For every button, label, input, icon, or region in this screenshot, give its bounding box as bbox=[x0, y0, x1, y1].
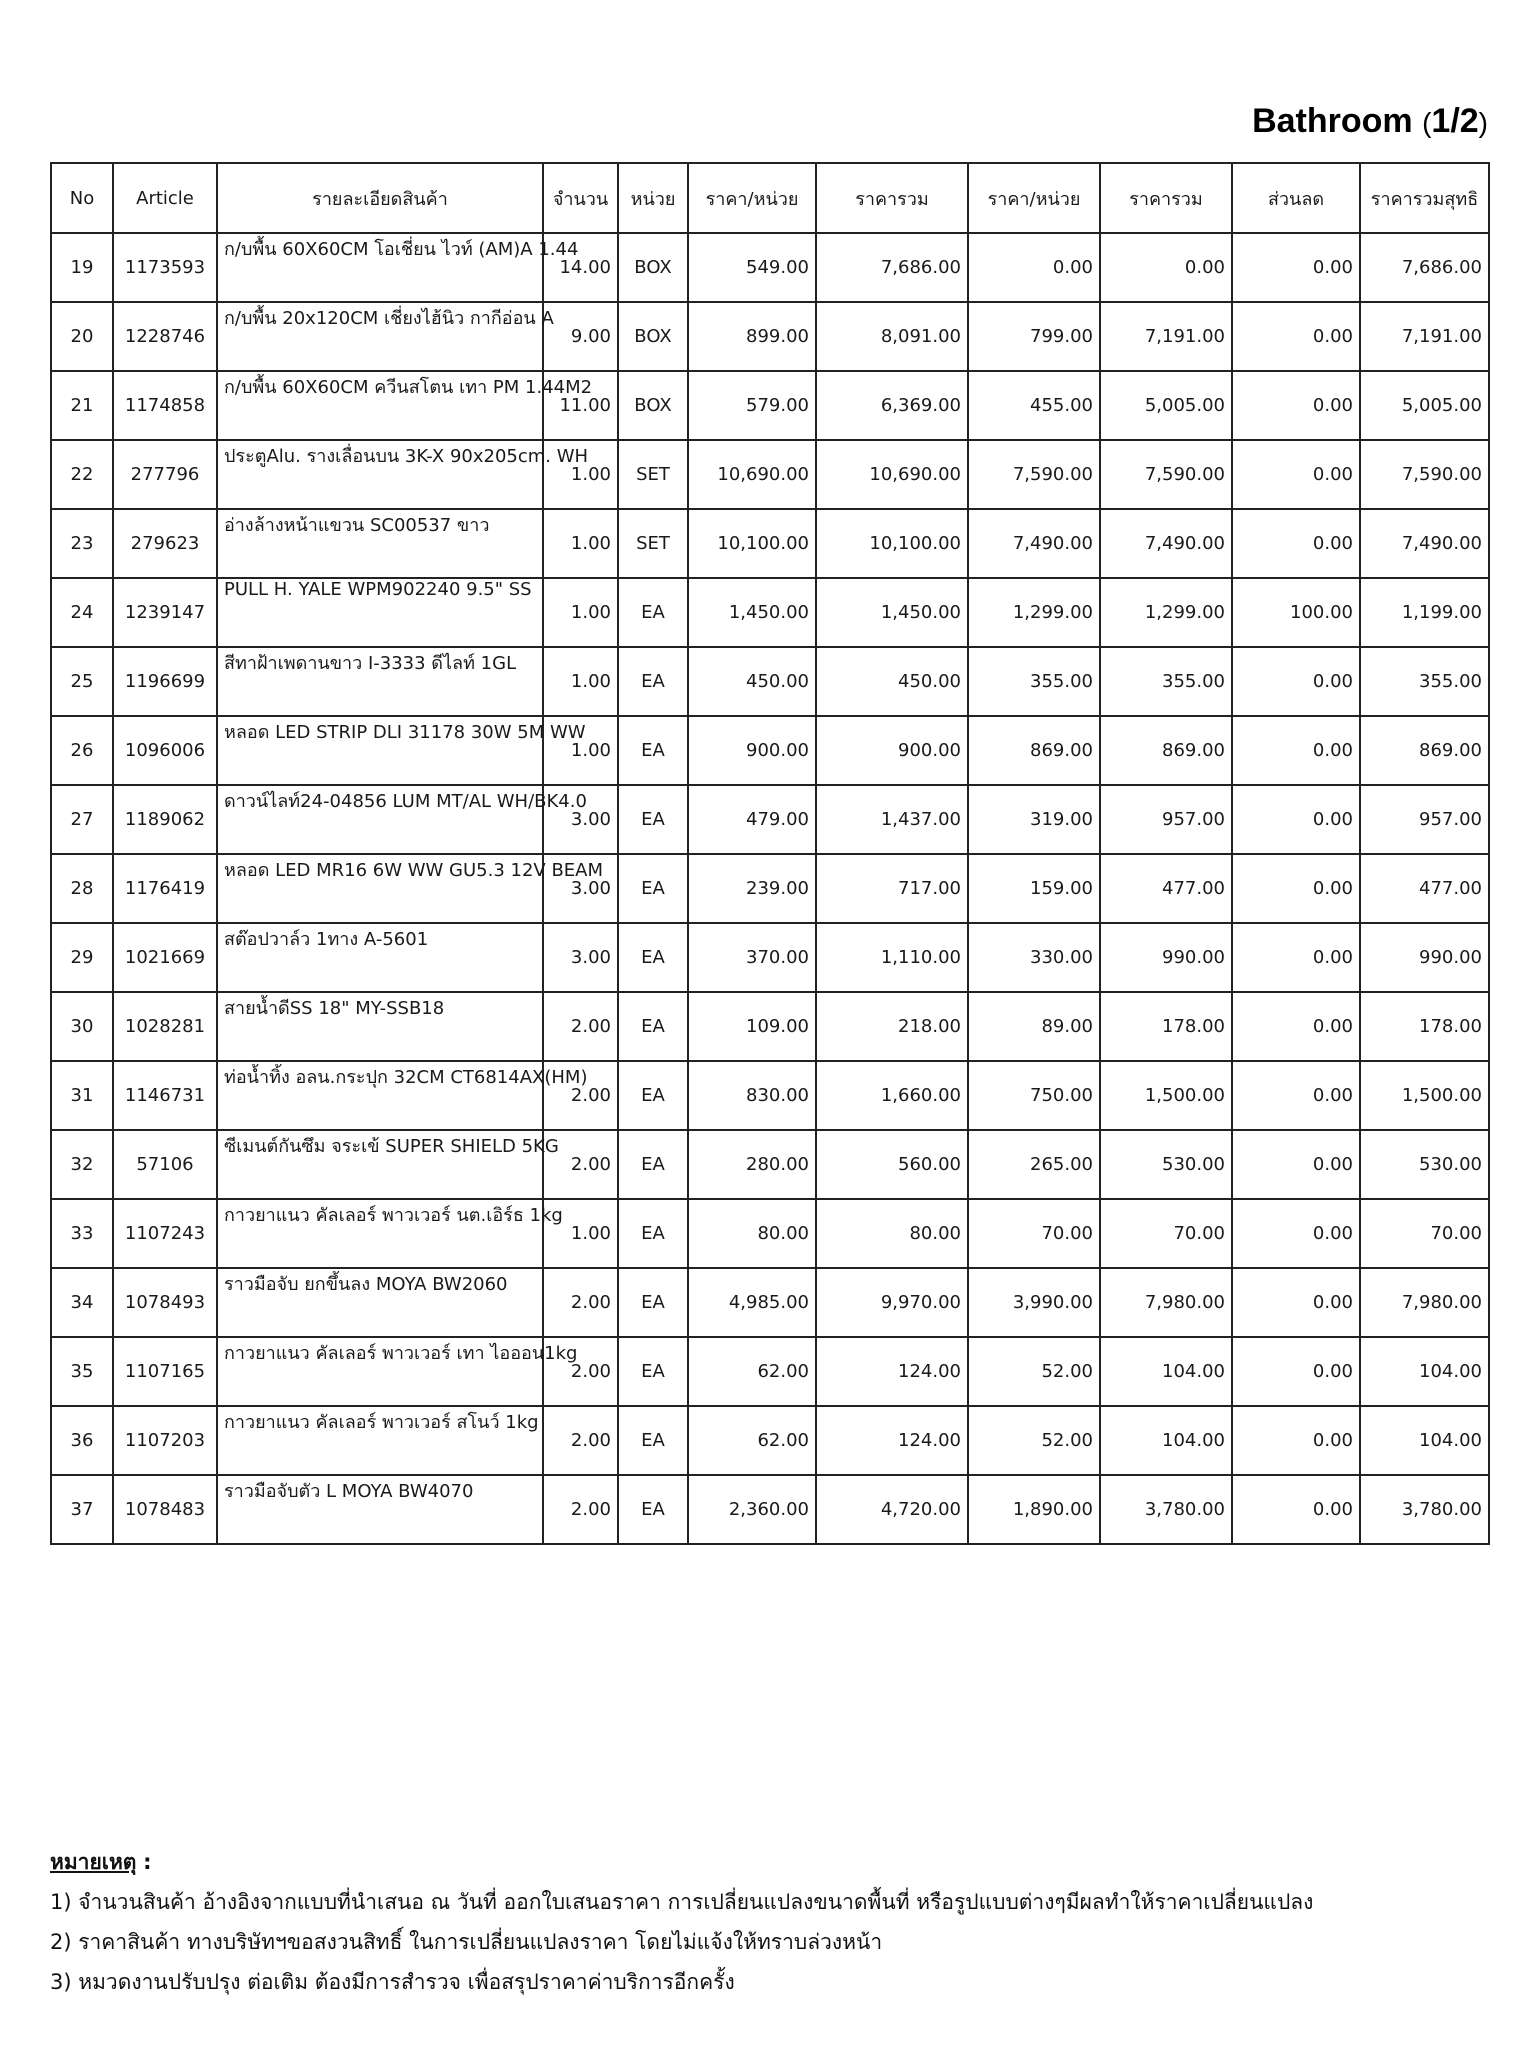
cell-discount-total: 7,980.00 bbox=[1100, 1268, 1232, 1337]
table-row bbox=[51, 440, 1489, 509]
cell-total-price: 10,100.00 bbox=[816, 509, 968, 578]
cell-description: กาวยาแนว คัลเลอร์ พาวเวอร์ เทา ไอออน1kg bbox=[217, 1337, 543, 1406]
cell-discount-total: 178.00 bbox=[1100, 992, 1232, 1061]
cell-net-total: 1,199.00 bbox=[1360, 578, 1489, 647]
cell-no: 34 bbox=[51, 1268, 113, 1337]
cell-discount-unit-price: 355.00 bbox=[968, 647, 1100, 716]
cell-discount-unit-price: 1,299.00 bbox=[968, 578, 1100, 647]
cell-unit: BOX bbox=[618, 302, 688, 371]
cell-no: 20 bbox=[51, 302, 113, 371]
cell-discount: 0.00 bbox=[1232, 923, 1360, 992]
cell-discount: 0.00 bbox=[1232, 1475, 1360, 1544]
cell-discount-unit-price: 52.00 bbox=[968, 1337, 1100, 1406]
header-discount-total: ราคารวม bbox=[1100, 163, 1232, 233]
cell-no: 37 bbox=[51, 1475, 113, 1544]
cell-no: 23 bbox=[51, 509, 113, 578]
cell-description: ราวมือจับตัว L MOYA BW4070 bbox=[217, 1475, 543, 1544]
cell-discount-total: 869.00 bbox=[1100, 716, 1232, 785]
cell-no: 30 bbox=[51, 992, 113, 1061]
cell-unit-price: 579.00 bbox=[688, 371, 816, 440]
cell-no: 26 bbox=[51, 716, 113, 785]
table-row bbox=[51, 371, 1489, 440]
page-indicator-close: ) bbox=[1478, 107, 1488, 138]
cell-unit-price: 1,450.00 bbox=[688, 578, 816, 647]
cell-article: 57106 bbox=[113, 1130, 217, 1199]
cell-net-total: 7,590.00 bbox=[1360, 440, 1489, 509]
cell-description: ท่อน้ำทิ้ง อลน.กระปุก 32CM CT6814AX(HM) bbox=[217, 1061, 543, 1130]
cell-unit: EA bbox=[618, 1061, 688, 1130]
cell-discount-total: 990.00 bbox=[1100, 923, 1232, 992]
cell-discount-unit-price: 52.00 bbox=[968, 1406, 1100, 1475]
cell-total-price: 1,660.00 bbox=[816, 1061, 968, 1130]
cell-no: 21 bbox=[51, 371, 113, 440]
cell-unit: BOX bbox=[618, 233, 688, 302]
table-row bbox=[51, 923, 1489, 992]
cell-total-price: 124.00 bbox=[816, 1406, 968, 1475]
cell-description: สีทาฝ้าเพดานขาว I-3333 ดีไลท์ 1GL bbox=[217, 647, 543, 716]
cell-discount-unit-price: 70.00 bbox=[968, 1199, 1100, 1268]
table-row bbox=[51, 1268, 1489, 1337]
header-article: Article bbox=[113, 163, 217, 233]
cell-total-price: 6,369.00 bbox=[816, 371, 968, 440]
cell-discount: 0.00 bbox=[1232, 1268, 1360, 1337]
cell-discount-unit-price: 750.00 bbox=[968, 1061, 1100, 1130]
cell-quantity: 2.00 bbox=[543, 1337, 618, 1406]
page-indicator: 1/2 bbox=[1431, 102, 1479, 140]
cell-description: ราวมือจับ ยกขึ้นลง MOYA BW2060 bbox=[217, 1268, 543, 1337]
notes-title: หมายเหตุ bbox=[50, 1850, 137, 1874]
cell-unit-price: 2,360.00 bbox=[688, 1475, 816, 1544]
cell-net-total: 990.00 bbox=[1360, 923, 1489, 992]
cell-discount-total: 0.00 bbox=[1100, 233, 1232, 302]
table-row bbox=[51, 1199, 1489, 1268]
table-row bbox=[51, 785, 1489, 854]
cell-quantity: 3.00 bbox=[543, 923, 618, 992]
cell-discount-unit-price: 869.00 bbox=[968, 716, 1100, 785]
cell-description: ก/บพื้น 60X60CM ควีนสโตน เทา PM 1.44M2 bbox=[217, 371, 543, 440]
cell-discount-unit-price: 89.00 bbox=[968, 992, 1100, 1061]
header-unit-price: ราคา/หน่วย bbox=[688, 163, 816, 233]
cell-article: 1189062 bbox=[113, 785, 217, 854]
cell-discount-unit-price: 799.00 bbox=[968, 302, 1100, 371]
cell-unit: EA bbox=[618, 923, 688, 992]
cell-no: 32 bbox=[51, 1130, 113, 1199]
table-row bbox=[51, 302, 1489, 371]
cell-quantity: 3.00 bbox=[543, 785, 618, 854]
cell-total-price: 1,110.00 bbox=[816, 923, 968, 992]
cell-article: 1078493 bbox=[113, 1268, 217, 1337]
cell-description: หลอด LED MR16 6W WW GU5.3 12V BEAM bbox=[217, 854, 543, 923]
cell-description: กาวยาแนว คัลเลอร์ พาวเวอร์ สโนว์ 1kg bbox=[217, 1406, 543, 1475]
quotation-table bbox=[50, 162, 1490, 1545]
cell-no: 31 bbox=[51, 1061, 113, 1130]
cell-net-total: 178.00 bbox=[1360, 992, 1489, 1061]
cell-quantity: 11.00 bbox=[543, 371, 618, 440]
cell-discount-total: 477.00 bbox=[1100, 854, 1232, 923]
table-row bbox=[51, 992, 1489, 1061]
note-item-1: 1) จำนวนสินค้า อ้างอิงจากแบบที่นำเสนอ ณ วันที่ ออกใบเสนอราคา การเปลี่ยนแปลงขนาดพื้นที่ หรือรูปแบบต่างๆมีผลทำให้ราคาเปลี่ยนแปลง bbox=[50, 1890, 1314, 1914]
cell-unit-price: 280.00 bbox=[688, 1130, 816, 1199]
cell-discount-unit-price: 455.00 bbox=[968, 371, 1100, 440]
cell-article: 1107203 bbox=[113, 1406, 217, 1475]
cell-article: 1228746 bbox=[113, 302, 217, 371]
cell-discount-total: 5,005.00 bbox=[1100, 371, 1232, 440]
cell-unit: EA bbox=[618, 992, 688, 1061]
cell-unit: EA bbox=[618, 1337, 688, 1406]
cell-article: 277796 bbox=[113, 440, 217, 509]
cell-article: 1239147 bbox=[113, 578, 217, 647]
cell-article: 1078483 bbox=[113, 1475, 217, 1544]
cell-quantity: 2.00 bbox=[543, 992, 618, 1061]
cell-unit-price: 62.00 bbox=[688, 1406, 816, 1475]
cell-discount-total: 3,780.00 bbox=[1100, 1475, 1232, 1544]
note-item-2: 2) ราคาสินค้า ทางบริษัทฯขอสงวนสิทธิ์ ในการเปลี่ยนแปลงราคา โดยไม่แจ้งให้ทราบล่วงหน้า bbox=[50, 1930, 883, 1954]
table-row bbox=[51, 1130, 1489, 1199]
cell-discount: 0.00 bbox=[1232, 1406, 1360, 1475]
cell-unit-price: 479.00 bbox=[688, 785, 816, 854]
notes-colon: : bbox=[143, 1850, 152, 1874]
cell-unit: EA bbox=[618, 716, 688, 785]
cell-no: 25 bbox=[51, 647, 113, 716]
cell-quantity: 9.00 bbox=[543, 302, 618, 371]
cell-unit: EA bbox=[618, 1268, 688, 1337]
cell-net-total: 70.00 bbox=[1360, 1199, 1489, 1268]
cell-discount: 0.00 bbox=[1232, 371, 1360, 440]
cell-article: 279623 bbox=[113, 509, 217, 578]
cell-unit-price: 80.00 bbox=[688, 1199, 816, 1268]
notes-heading bbox=[50, 1842, 1313, 1882]
cell-discount-unit-price: 7,590.00 bbox=[968, 440, 1100, 509]
header-description: รายละเอียดสินค้า bbox=[217, 163, 543, 233]
cell-unit-price: 549.00 bbox=[688, 233, 816, 302]
cell-total-price: 1,450.00 bbox=[816, 578, 968, 647]
header-total-price: ราคารวม bbox=[816, 163, 968, 233]
cell-article: 1096006 bbox=[113, 716, 217, 785]
cell-description: อ่างล้างหน้าแขวน SC00537 ขาว bbox=[217, 509, 543, 578]
cell-discount: 0.00 bbox=[1232, 992, 1360, 1061]
cell-total-price: 80.00 bbox=[816, 1199, 968, 1268]
cell-net-total: 7,980.00 bbox=[1360, 1268, 1489, 1337]
cell-discount-unit-price: 159.00 bbox=[968, 854, 1100, 923]
cell-description: สต๊อปวาล์ว 1ทาง A-5601 bbox=[217, 923, 543, 992]
cell-description: กาวยาแนว คัลเลอร์ พาวเวอร์ นต.เอิร์ธ 1kg bbox=[217, 1199, 543, 1268]
cell-unit: BOX bbox=[618, 371, 688, 440]
cell-no: 35 bbox=[51, 1337, 113, 1406]
cell-description: หลอด LED STRIP DLI 31178 30W 5M WW bbox=[217, 716, 543, 785]
cell-description: ดาวน์ไลท์24-04856 LUM MT/AL WH/BK4.0 bbox=[217, 785, 543, 854]
table-row bbox=[51, 1406, 1489, 1475]
cell-quantity: 1.00 bbox=[543, 578, 618, 647]
cell-net-total: 355.00 bbox=[1360, 647, 1489, 716]
note-item-3: 3) หมวดงานปรับปรุง ต่อเติม ต้องมีการสำรวจ เพื่อสรุปราคาค่าบริการอีกครั้ง bbox=[50, 1970, 735, 1994]
cell-discount-unit-price: 330.00 bbox=[968, 923, 1100, 992]
page-title bbox=[1252, 102, 1488, 141]
table-row bbox=[51, 1061, 1489, 1130]
cell-no: 36 bbox=[51, 1406, 113, 1475]
cell-discount: 0.00 bbox=[1232, 509, 1360, 578]
cell-description: สายน้ำดีSS 18" MY-SSB18 bbox=[217, 992, 543, 1061]
notes-section bbox=[50, 1842, 1313, 2002]
cell-article: 1146731 bbox=[113, 1061, 217, 1130]
cell-unit: EA bbox=[618, 1130, 688, 1199]
cell-discount-total: 957.00 bbox=[1100, 785, 1232, 854]
cell-discount-total: 355.00 bbox=[1100, 647, 1232, 716]
cell-unit-price: 10,690.00 bbox=[688, 440, 816, 509]
table-row bbox=[51, 1337, 1489, 1406]
cell-discount-total: 7,191.00 bbox=[1100, 302, 1232, 371]
cell-discount: 0.00 bbox=[1232, 1130, 1360, 1199]
cell-discount-total: 1,500.00 bbox=[1100, 1061, 1232, 1130]
cell-quantity: 2.00 bbox=[543, 1130, 618, 1199]
cell-unit: EA bbox=[618, 647, 688, 716]
cell-unit-price: 109.00 bbox=[688, 992, 816, 1061]
cell-unit-price: 830.00 bbox=[688, 1061, 816, 1130]
cell-discount: 0.00 bbox=[1232, 1061, 1360, 1130]
table-row bbox=[51, 647, 1489, 716]
cell-discount-total: 70.00 bbox=[1100, 1199, 1232, 1268]
cell-net-total: 5,005.00 bbox=[1360, 371, 1489, 440]
cell-unit: EA bbox=[618, 578, 688, 647]
cell-net-total: 477.00 bbox=[1360, 854, 1489, 923]
cell-total-price: 450.00 bbox=[816, 647, 968, 716]
cell-total-price: 900.00 bbox=[816, 716, 968, 785]
cell-discount-total: 530.00 bbox=[1100, 1130, 1232, 1199]
cell-discount-total: 7,490.00 bbox=[1100, 509, 1232, 578]
cell-total-price: 1,437.00 bbox=[816, 785, 968, 854]
cell-description: ประตูAlu. รางเลื่อนบน 3K-X 90x205cm. WH bbox=[217, 440, 543, 509]
cell-net-total: 104.00 bbox=[1360, 1406, 1489, 1475]
page-indicator-open: ( bbox=[1422, 107, 1432, 138]
cell-discount-total: 7,590.00 bbox=[1100, 440, 1232, 509]
cell-discount-unit-price: 265.00 bbox=[968, 1130, 1100, 1199]
cell-discount: 0.00 bbox=[1232, 785, 1360, 854]
cell-total-price: 560.00 bbox=[816, 1130, 968, 1199]
cell-unit: EA bbox=[618, 854, 688, 923]
cell-discount-total: 1,299.00 bbox=[1100, 578, 1232, 647]
cell-no: 22 bbox=[51, 440, 113, 509]
cell-discount: 0.00 bbox=[1232, 1337, 1360, 1406]
table-row bbox=[51, 509, 1489, 578]
cell-quantity: 1.00 bbox=[543, 509, 618, 578]
cell-description: ซีเมนต์กันซึม จระเข้ SUPER SHIELD 5KG bbox=[217, 1130, 543, 1199]
cell-unit-price: 4,985.00 bbox=[688, 1268, 816, 1337]
cell-discount-unit-price: 7,490.00 bbox=[968, 509, 1100, 578]
cell-discount: 0.00 bbox=[1232, 233, 1360, 302]
cell-net-total: 530.00 bbox=[1360, 1130, 1489, 1199]
cell-net-total: 1,500.00 bbox=[1360, 1061, 1489, 1130]
table-body bbox=[51, 233, 1489, 1544]
header-net-total: ราคารวมสุทธิ bbox=[1360, 163, 1489, 233]
cell-total-price: 8,091.00 bbox=[816, 302, 968, 371]
cell-quantity: 2.00 bbox=[543, 1475, 618, 1544]
cell-net-total: 7,686.00 bbox=[1360, 233, 1489, 302]
cell-total-price: 124.00 bbox=[816, 1337, 968, 1406]
cell-no: 19 bbox=[51, 233, 113, 302]
cell-total-price: 10,690.00 bbox=[816, 440, 968, 509]
cell-unit-price: 62.00 bbox=[688, 1337, 816, 1406]
cell-unit: SET bbox=[618, 440, 688, 509]
cell-article: 1196699 bbox=[113, 647, 217, 716]
cell-unit: SET bbox=[618, 509, 688, 578]
cell-description: ก/บพื้น 60X60CM โอเชี่ยน ไวท์ (AM)A 1.44 bbox=[217, 233, 543, 302]
cell-unit-price: 900.00 bbox=[688, 716, 816, 785]
cell-total-price: 7,686.00 bbox=[816, 233, 968, 302]
table-header bbox=[51, 163, 1489, 233]
cell-quantity: 1.00 bbox=[543, 1199, 618, 1268]
table-row bbox=[51, 578, 1489, 647]
cell-quantity: 2.00 bbox=[543, 1061, 618, 1130]
cell-discount-unit-price: 3,990.00 bbox=[968, 1268, 1100, 1337]
cell-article: 1176419 bbox=[113, 854, 217, 923]
cell-quantity: 3.00 bbox=[543, 854, 618, 923]
cell-no: 27 bbox=[51, 785, 113, 854]
cell-discount: 0.00 bbox=[1232, 854, 1360, 923]
cell-discount-total: 104.00 bbox=[1100, 1337, 1232, 1406]
cell-no: 24 bbox=[51, 578, 113, 647]
cell-discount: 0.00 bbox=[1232, 716, 1360, 785]
cell-quantity: 1.00 bbox=[543, 647, 618, 716]
cell-total-price: 9,970.00 bbox=[816, 1268, 968, 1337]
cell-article: 1173593 bbox=[113, 233, 217, 302]
cell-unit-price: 239.00 bbox=[688, 854, 816, 923]
cell-quantity: 1.00 bbox=[543, 440, 618, 509]
cell-discount-total: 104.00 bbox=[1100, 1406, 1232, 1475]
cell-unit: EA bbox=[618, 785, 688, 854]
cell-unit-price: 450.00 bbox=[688, 647, 816, 716]
header-unit: หน่วย bbox=[618, 163, 688, 233]
cell-discount: 0.00 bbox=[1232, 1199, 1360, 1268]
cell-unit: EA bbox=[618, 1406, 688, 1475]
cell-net-total: 7,490.00 bbox=[1360, 509, 1489, 578]
cell-total-price: 717.00 bbox=[816, 854, 968, 923]
cell-discount: 0.00 bbox=[1232, 302, 1360, 371]
cell-net-total: 869.00 bbox=[1360, 716, 1489, 785]
header-no: No bbox=[51, 163, 113, 233]
cell-discount: 100.00 bbox=[1232, 578, 1360, 647]
cell-description: PULL H. YALE WPM902240 9.5" SS bbox=[217, 578, 543, 647]
cell-net-total: 3,780.00 bbox=[1360, 1475, 1489, 1544]
cell-net-total: 957.00 bbox=[1360, 785, 1489, 854]
cell-article: 1028281 bbox=[113, 992, 217, 1061]
cell-discount: 0.00 bbox=[1232, 647, 1360, 716]
cell-article: 1174858 bbox=[113, 371, 217, 440]
cell-no: 33 bbox=[51, 1199, 113, 1268]
cell-article: 1107243 bbox=[113, 1199, 217, 1268]
table-row bbox=[51, 716, 1489, 785]
cell-net-total: 7,191.00 bbox=[1360, 302, 1489, 371]
cell-quantity: 2.00 bbox=[543, 1268, 618, 1337]
cell-no: 28 bbox=[51, 854, 113, 923]
cell-unit: EA bbox=[618, 1475, 688, 1544]
cell-unit-price: 10,100.00 bbox=[688, 509, 816, 578]
cell-discount-unit-price: 0.00 bbox=[968, 233, 1100, 302]
header-discount-unit-price: ราคา/หน่วย bbox=[968, 163, 1100, 233]
table-row bbox=[51, 233, 1489, 302]
cell-unit: EA bbox=[618, 1199, 688, 1268]
cell-unit-price: 899.00 bbox=[688, 302, 816, 371]
cell-description: ก/บพื้น 20x120CM เชี่ยงไฮ้นิว กากีอ่อน A bbox=[217, 302, 543, 371]
header-row bbox=[51, 163, 1489, 233]
table-row bbox=[51, 1475, 1489, 1544]
cell-net-total: 104.00 bbox=[1360, 1337, 1489, 1406]
header-quantity: จำนวน bbox=[543, 163, 618, 233]
table-row bbox=[51, 854, 1489, 923]
header-discount: ส่วนลด bbox=[1232, 163, 1360, 233]
cell-discount-unit-price: 319.00 bbox=[968, 785, 1100, 854]
cell-quantity: 1.00 bbox=[543, 716, 618, 785]
cell-discount-unit-price: 1,890.00 bbox=[968, 1475, 1100, 1544]
cell-no: 29 bbox=[51, 923, 113, 992]
cell-total-price: 218.00 bbox=[816, 992, 968, 1061]
cell-article: 1107165 bbox=[113, 1337, 217, 1406]
cell-quantity: 14.00 bbox=[543, 233, 618, 302]
page-title-text: Bathroom bbox=[1252, 102, 1413, 140]
cell-discount: 0.00 bbox=[1232, 440, 1360, 509]
cell-article: 1021669 bbox=[113, 923, 217, 992]
cell-total-price: 4,720.00 bbox=[816, 1475, 968, 1544]
cell-unit-price: 370.00 bbox=[688, 923, 816, 992]
cell-quantity: 2.00 bbox=[543, 1406, 618, 1475]
